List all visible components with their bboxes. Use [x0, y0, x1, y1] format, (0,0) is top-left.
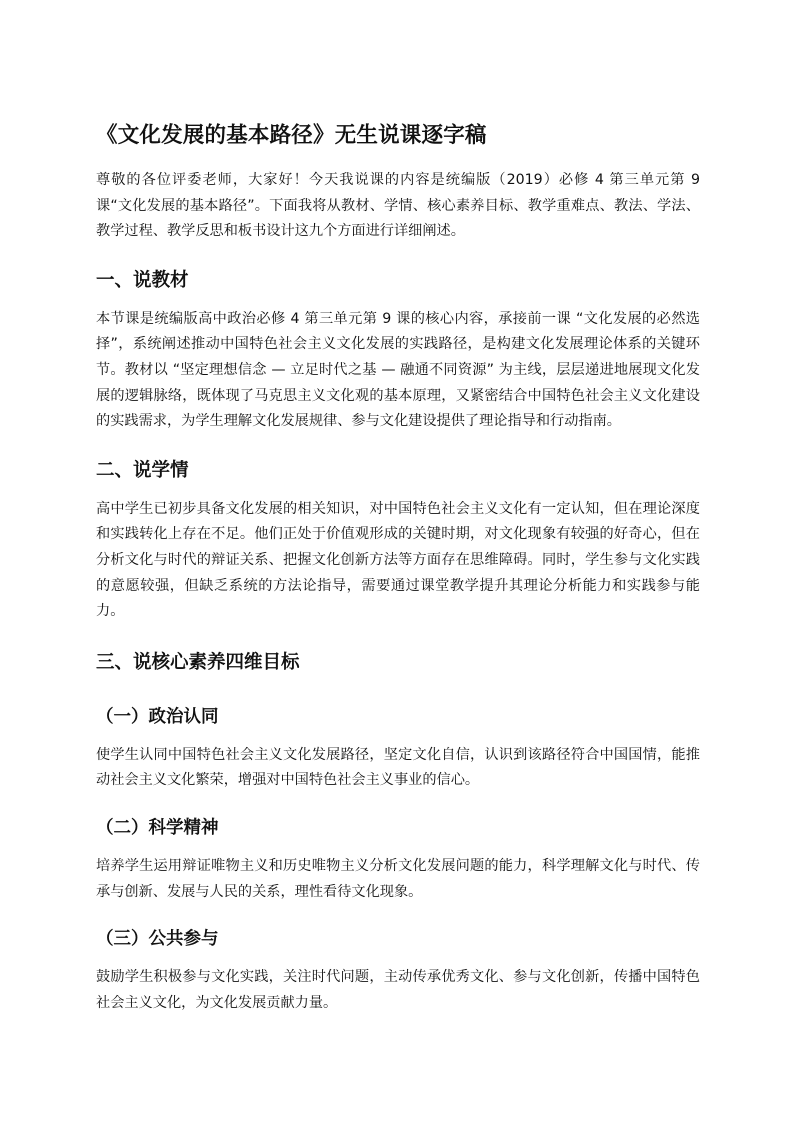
- section-heading-student-analysis: 二、说学情: [96, 459, 189, 481]
- section-heading-textbook: 一、说教材: [96, 269, 189, 291]
- section-body-student-analysis: 高中学生已初步具备文化发展的相关知识，对中国特色社会主义文化有一定认知，但在理论深度和实践转化上存在不足。他们正处于价值观形成的关键时期，对文化现象有较强的好奇心，但在分析文化与时代的辩证关系、把握文化创新方法等方面存在思维障碍。同时，学生参与文化实践的意愿较强，但缺乏系统的方法论指导，需要通过课堂教学提升其理论分析能力和实践参与能力。: [96, 500, 700, 620]
- subsection-heading-scientific-spirit: （二）科学精神: [96, 817, 219, 838]
- subsection-heading-public-participation: （三）公共参与: [96, 929, 219, 950]
- subsection-body-scientific-spirit: 培养学生运用辩证唯物主义和历史唯物主义分析文化发展问题的能力，科学理解文化与时代、传承与创新、发展与人民的关系，理性看待文化现象。: [96, 857, 700, 900]
- subsection-body-political-identity: 使学生认同中国特色社会主义文化发展路径，坚定文化自信，认识到该路径符合中国国情，能推动社会主义文化繁荣，增强对中国特色社会主义事业的信心。: [96, 746, 700, 789]
- intro-paragraph: 尊敬的各位评委老师，大家好！今天我说课的内容是统编版（2019）必修 4 第三单元第 9 课“文化发展的基本路径”。下面我将从教材、学情、核心素养目标、教学重难点、教法、学法、教学过程、教学反思和板书设计这九个方面进行详细阐述。: [96, 172, 700, 240]
- document-page: [96, 120, 700, 1016]
- subsection-heading-political-identity: （一）政治认同: [96, 706, 219, 727]
- document-title: 《文化发展的基本路径》无生说课逐字稿: [96, 123, 487, 148]
- section-body-textbook: 本节课是统编版高中政治必修 4 第三单元第 9 课的核心内容，承接前一课 “文化发展的必然选择”，系统阐述推动中国特色社会主义文化发展的实践路径，是构建文化发展理论体系的关键环节。教材以 “坚定理想信念 — 立足时代之基 — 融通不同资源” 为主线，层层递进地展现文化发展的逻辑脉络，既体现了马克思主义文化观的基本原理，又紧密结合中国特色社会主义文化建设的实践需求，为学生理解文化发展规律、参与文化建设提供了理论指导和行动指南。: [96, 310, 700, 430]
- section-heading-core-competencies: 三、说核心素养四维目标: [96, 651, 300, 673]
- subsection-body-public-participation: 鼓励学生积极参与文化实践，关注时代问题，主动传承优秀文化、参与文化创新，传播中国特色社会主义文化，为文化发展贡献力量。: [96, 969, 700, 1011]
